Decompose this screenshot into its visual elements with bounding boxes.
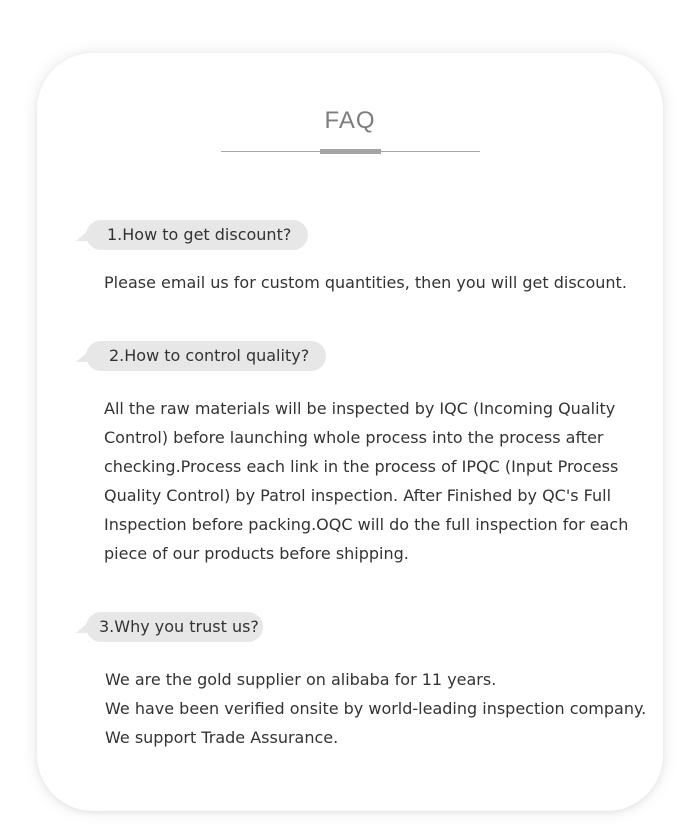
faq-answer-2-line: Inspection before packing.OQC will do the full inspection for each	[104, 515, 629, 534]
faq-question-2: 2.How to control quality?	[86, 341, 326, 371]
faq-answer-3-line: We support Trade Assurance.	[105, 728, 339, 747]
title-accent-bar	[320, 149, 381, 154]
faq-answer-3-line: We have been verified onsite by world-leading inspection company.	[105, 699, 647, 718]
faq-answer-2-line: All the raw materials will be inspected by IQC (Incoming Quality	[104, 399, 616, 418]
faq-title: FAQ	[324, 107, 376, 134]
faq-question-1: 1.How to get discount?	[86, 220, 308, 250]
faq-answer-2-line: Control) before launching whole process into the process after	[104, 428, 604, 447]
faq-answer-1	[104, 268, 627, 297]
faq-question-3: 3.Why you trust us?	[86, 612, 263, 642]
faq-answer-2-line: Quality Control) by Patrol inspection. After Finished by QC's Full	[104, 486, 612, 505]
faq-answer-2-line: piece of our products before shipping.	[104, 544, 409, 563]
faq-answer-3-line: We are the gold supplier on alibaba for 11 years.	[105, 670, 497, 689]
faq-answer-2-line: checking.Process each link in the process of IPQC (Input Process	[104, 457, 619, 476]
faq-answer-1-line: Please email us for custom quantities, then you will get discount.	[104, 273, 627, 292]
faq-answer-3	[105, 665, 646, 752]
faq-answer-2	[104, 394, 628, 568]
